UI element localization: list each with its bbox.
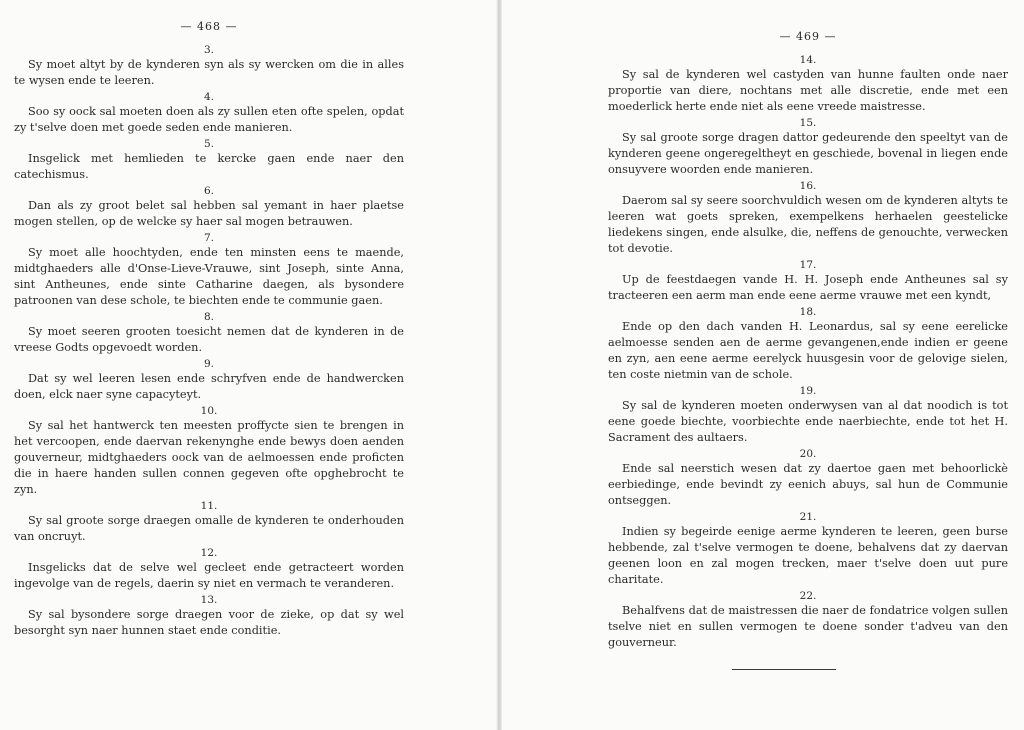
article-number: 22. (799, 590, 817, 602)
article-number: 12. (200, 547, 218, 559)
article (608, 589, 1008, 651)
article (14, 184, 404, 230)
article-text: Soo sy oock sal moeten doen als zy sullen eten ofte spelen, opdat zy t'selve doen met goede seden ende manieren. (14, 105, 404, 134)
article (608, 53, 1008, 115)
page-number: — 469 — (779, 30, 837, 43)
article (608, 116, 1008, 178)
article (14, 593, 404, 639)
article-number: 7. (203, 232, 215, 244)
article-number: 6. (203, 185, 215, 197)
article (608, 510, 1008, 588)
article-text: Daerom sal sy seere soorchvuldich wesen om de kynderen altyts te leeren wat goets spreken, exempelkens herhaelen geestelicke liedekens singen, ende alsulke, die, neffens de genouchte, verwecken tot devotie. (608, 194, 1008, 255)
article-number: 17. (799, 259, 817, 271)
article-number: 4. (203, 91, 215, 103)
article-text: Sy moet seeren grooten toesicht nemen dat de kynderen in de vreese Godts opgevoedt worden. (14, 325, 404, 354)
article-number: 10. (200, 405, 218, 417)
article (14, 499, 404, 545)
article-number: 16. (799, 180, 817, 192)
article-number: 14. (799, 54, 817, 66)
article (14, 137, 404, 183)
article-text: Sy sal groote sorge draegen omalle de kynderen te onderhouden van oncruyt. (14, 514, 404, 543)
book-gutter (496, 0, 502, 730)
article-text: Insgelick met hemlieden te kercke gaen ende naer den catechismus. (14, 152, 404, 181)
article-number: 21. (799, 511, 817, 523)
article-text: Sy sal bysondere sorge draegen voor de zieke, op dat sy wel besorght syn naer hunnen staet ende conditie. (14, 608, 404, 637)
article (608, 179, 1008, 257)
article-number: 5. (203, 138, 215, 150)
article (14, 546, 404, 592)
article-text: Sy sal groote sorge dragen dattor gedeurende den speeltyt van de kynderen geene ongeregeltheyt en geschiede, bovenal in liegen ende onsuyvere woorden ende manieren. (608, 131, 1008, 176)
article (608, 447, 1008, 509)
article-text: Sy sal de kynderen moeten onderwysen van al dat noodich is tot eene goede biechte, voorbiechte ende naerbiechte, ende tot het H. Sacrament des aultaers. (608, 399, 1008, 444)
article-number: 15. (799, 117, 817, 129)
article (14, 357, 404, 403)
article-text: Dat sy wel leeren lesen ende schryfven ende de handwercken doen, elck naer syne capacyteyt. (14, 372, 404, 401)
right-page (608, 0, 1008, 730)
article-text: Indien sy begeirde eenige aerme kynderen te leeren, geen burse hebbende, zal t'selve vermogen te doene, behalvens dat zy daervan geenen loon en zal mogen trecken, maer t'selve doen uut pure charitate. (608, 525, 1008, 586)
article-text: Sy sal het hantwerck ten meesten proffycte sien te brengen in het vercoopen, ende daervan rekenynghe ende bewys doen aenden gouverneur, midtghaeders oock van de aelmoessen ende proficten die in haere handen sullen connen gegeven ofte opghebrocht te zyn. (14, 419, 404, 496)
article-number: 3. (203, 44, 215, 56)
article-number: 13. (200, 594, 218, 606)
article (14, 404, 404, 498)
article (14, 231, 404, 309)
article-text: Sy sal de kynderen wel castyden van hunne faulten onde naer proportie van diere, nochtans met alle discretie, ende met een moederlick herte ende niet als eene vreede maistresse. (608, 68, 1008, 113)
left-page (14, 0, 404, 730)
article (608, 305, 1008, 383)
article-text: Ende sal neerstich wesen dat zy daertoe gaen met behoorlickè eerbiedinge, ende bevindt zy eenich abuys, sal hun de Communie ontseggen. (608, 462, 1008, 507)
end-rule (732, 669, 836, 670)
article-text: Insgelicks dat de selve wel gecleet ende getracteert worden ingevolge van de regels, daerin sy niet en vermach te veranderen. (14, 561, 404, 590)
article-text: Sy moet altyt by de kynderen syn als sy wercken om die in alles te wysen ende te leeren. (14, 58, 404, 87)
article (608, 258, 1008, 304)
article-number: 20. (799, 448, 817, 460)
article-number: 19. (799, 385, 817, 397)
article (14, 43, 404, 89)
article-text: Up de feestdaegen vande H. H. Joseph ende Antheunes sal sy tracteeren een aerm man ende eene aerme vrauwe met een kyndt, (608, 273, 1008, 302)
page-number: — 468 — (180, 20, 238, 33)
article-number: 9. (203, 358, 215, 370)
article-text: Ende op den dach vanden H. Leonardus, sal sy eene eerelicke aelmoesse senden aen de aerme gevangenen,ende indien er geene en zyn, aen eene aerme eerelyck huusgesin voor de gelovige sielen, ten coste nietmin van de schole. (608, 320, 1008, 381)
article-number: 18. (799, 306, 817, 318)
article-text: Sy moet alle hoochtyden, ende ten minsten eens te maende, midtghaeders alle d'Onse-Lieve-Vrauwe, sint Joseph, sinte Anna, sint Antheunes, ende sinte Catharine daegen, als bysondere patroonen van dese schole, te biechten ende te communie gaen. (14, 246, 404, 307)
article (608, 384, 1008, 446)
article-number: 11. (200, 500, 218, 512)
article-number: 8. (203, 311, 215, 323)
article (14, 90, 404, 136)
article-text: Behalfvens dat de maistressen die naer de fondatrice volgen sullen tselve niet en sullen vermogen te doene sonder t'adveu van den gouverneur. (608, 604, 1008, 649)
article-list (14, 43, 404, 639)
article-text: Dan als zy groot belet sal hebben sal yemant in haer plaetse mogen stellen, op de welcke sy haer sal mogen betrauwen. (14, 199, 404, 228)
article (14, 310, 404, 356)
article-list (608, 53, 1008, 651)
